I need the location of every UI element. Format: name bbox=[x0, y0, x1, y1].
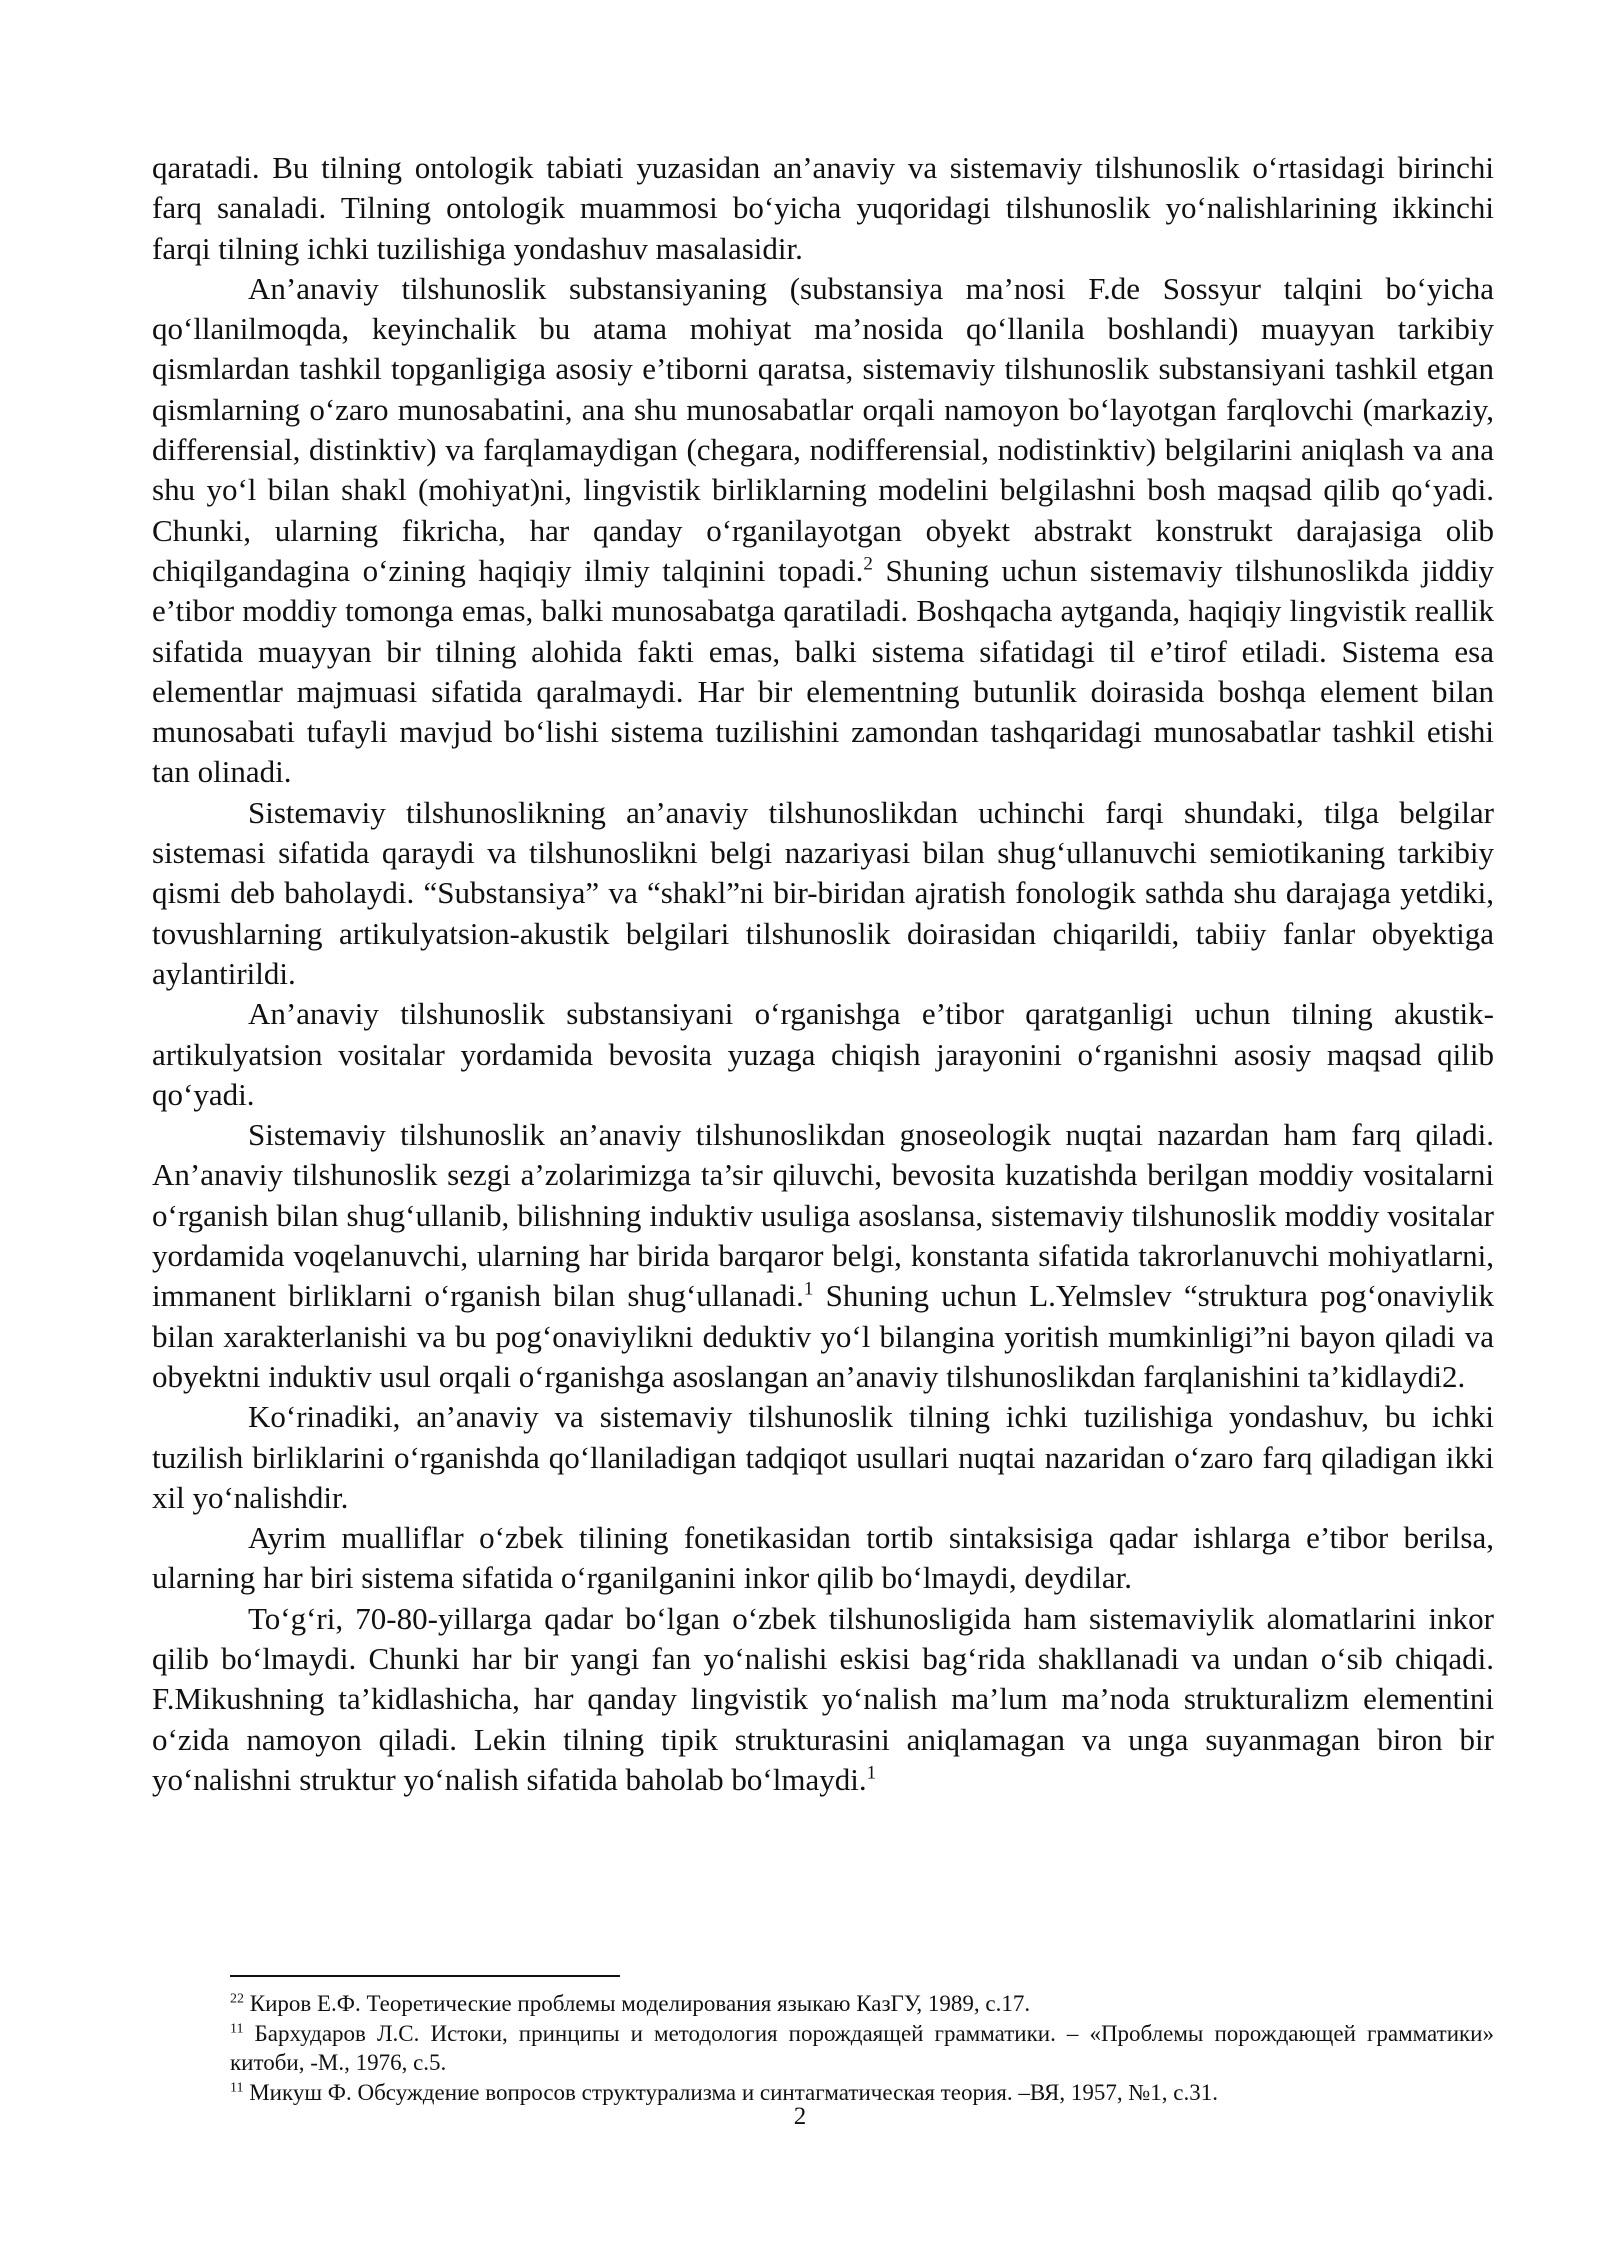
footnotes bbox=[230, 1989, 1494, 2107]
footnote-reference: 1 bbox=[866, 1762, 877, 1784]
footnote-mark: 11 bbox=[230, 2020, 244, 2036]
paragraph bbox=[152, 269, 1494, 793]
footnote-mark: 11 bbox=[230, 2079, 244, 2095]
paragraph-text: Sistemaviy tilshunoslikning an’anaviy tilshunoslikdan uchinchi farqi shundaki, tilga belgilar sistemasi sifatida qaraydi va tilshunoslikni belgi nazariyasi bilan shug‘ullanuvchi semiotikaning tarkibiy qismi deb baholaydi. “Substansiya” va “shakl”ni bir-biridan ajratish fonologik sathda shu darajaga yetdiki, tovushlarning artikulyatsion-akustik belgilari tilshunoslik doirasidan chiqarildi, tabiiy fanlar obyektiga aylantirildi. bbox=[152, 794, 1494, 991]
paragraph bbox=[152, 148, 1494, 269]
paragraph-text: Shuning uchun sistemaviy tilshunoslikda jiddiy e’tibor moddiy tomonga emas, balki munosabatga qaratiladi. Boshqacha aytganda, haqiqiy lingvistik reallik sifatida muayyan bir tilning alohida fakti emas, balki sistema sifatidagi til e’tirof etiladi. Sistema esa elementlar majmuasi sifatida qaralmaydi. Har bir elementning butunlik doirasida boshqa element bilan munosabati tufayli mavjud bo‘lishi sistema tuzilishini zamondan tashqaridagi munosabatlar tashkil etishi tan olinadi. bbox=[152, 552, 1495, 790]
footnote bbox=[230, 2019, 1494, 2078]
paragraph-text: An’anaviy tilshunoslik substansiyani o‘rganishga e’tibor qaratganligi uchun tilning akustik-artikulyatsion vositalar yordamida bevosita yuzaga chiqish jarayonini o‘rganishni asosiy maqsad qilib qo‘yadi. bbox=[152, 996, 1494, 1112]
paragraph-text: Shuning uchun L.Yelmslev “struktura pog‘onaviylik bilan xarakterlanishi va bu pog‘onaviylikni deduktiv yo‘l bilangina yoritish mumkinligi”ni bayon qiladi va obyektni induktiv usul orqali o‘rganishga asoslangan an’anaviy tilshunoslikdan farqlanishini ta’kidlaydi2. bbox=[152, 1278, 1494, 1394]
paragraph bbox=[152, 1397, 1494, 1518]
paragraph bbox=[152, 1518, 1494, 1599]
paragraph-text: Ko‘rinadiki, an’anaviy va sistemaviy tilshunoslik tilning ichki tuzilishiga yondashuv, bu ichki tuzilish birliklarini o‘rganishda qo‘llaniladigan tadqiqot usullari nuqtai nazaridan o‘zaro farq qiladigan ikki xil yo‘nalishdir. bbox=[152, 1399, 1494, 1515]
paragraph bbox=[152, 1599, 1494, 1800]
paragraph bbox=[152, 994, 1494, 1115]
paragraph-text: To‘g‘ri, 70-80-yillarga qadar bo‘lgan o‘zbek tilshunosligida ham sistemaviylik alomatlarini inkor qilib bo‘lmaydi. Chunki har bir yangi fan yo‘nalishi eskisi bag‘rida shakllanadi va undan o‘sib chiqadi. F.Mikushning ta’kidlashicha, har qanday lingvistik yo‘nalish ma’lum ma’noda strukturalizm elementini o‘zida namoyon qiladi. Lekin tilning tipik strukturasini aniqlamagan va unga suyanmagan biron bir yo‘nalishni struktur yo‘nalish sifatida baholab bo‘lmaydi. bbox=[152, 1600, 1494, 1797]
page-body bbox=[152, 148, 1494, 1800]
footnote-separator bbox=[230, 1975, 620, 1977]
footnote-reference: 1 bbox=[803, 1278, 814, 1300]
page-number: 2 bbox=[793, 2103, 807, 2130]
footnote bbox=[230, 1989, 1494, 2019]
footnote-text: Микуш Ф. Обсуждение вопросов структурализма и синтагматическая теория. –ВЯ, 1957, №1, с.31. bbox=[243, 2079, 1219, 2105]
paragraph-text: qaratadi. Bu tilning ontologik tabiati yuzasidan an’anaviy va sistemaviy tilshunoslik o‘rtasidagi birinchi farq sanaladi. Tilning ontologik muammosi bo‘yicha yuqoridagi tilshunoslik yo‘nalishlarining ikkinchi farqi tilning ichki tuzilishiga yondashuv masalasidir. bbox=[152, 150, 1494, 266]
paragraph bbox=[152, 793, 1494, 994]
paragraph-text: Sistemaviy tilshunoslik an’anaviy tilshunoslikdan gnoseologik nuqtai nazardan ham farq qiladi. An’anaviy tilshunoslik sezgi a’zolarimizga ta’sir qiluvchi, bevosita kuzatishda berilgan moddiy vositalarni o‘rganish bilan shug‘ullanib, bilishning induktiv usuliga asoslansa, sistemaviy tilshunoslik moddiy vositalar yordamida voqelanuvchi, ularning har birida barqaror belgi, konstanta sifatida takrorlanuvchi mohiyatlarni, immanent birliklarni o‘rganish bilan shug‘ullanadi. bbox=[152, 1117, 1494, 1314]
footnote-mark: 22 bbox=[230, 1991, 244, 2007]
footnote-text: Бархударов Л.С. Истоки, принципы и методология порождаящей грамматики. – «Проблемы порождающей грамматики» китоби, -М., 1976, с.5. bbox=[230, 2020, 1494, 2075]
paragraph-text: An’anaviy tilshunoslik substansiyaning (substansiya ma’nosi F.de Sossyur talqini bo‘yicha qo‘llanilmoqda, keyinchalik bu atama mohiyat ma’nosida qo‘llanila boshlandi) muayyan tarkibiy qismlardan tashkil topganligiga asosiy e’tiborni qaratsa, sistemaviy tilshunoslik substansiyani tashkil etgan qismlarning o‘zaro munosabatini, ana shu munosabatlar orqali namoyon bo‘layotgan farqlovchi (markaziy, differensial, distinktiv) va farqlamaydigan (chegara, nodifferensial, nodistinktiv) belgilarini aniqlash va ana shu yo‘l bilan shakl (mohiyat)ni, lingvistik birliklarning modelini belgilashni bosh maqsad qilib qo‘yadi. Chunki, ularning fikricha, har qanday o‘rganilayotgan obyekt abstrakt konstrukt darajasiga olib chiqilgandagina o‘zining haqiqiy ilmiy talqinini topadi. bbox=[152, 270, 1494, 588]
paragraph bbox=[152, 1115, 1494, 1397]
body-text bbox=[152, 148, 1494, 1800]
paragraph-text: Ayrim mualliflar o‘zbek tilining fonetikasidan tortib sintaksisiga qadar ishlarga e’tibor berilsa, ularning har biri sistema sifatida o‘rganilganini inkor qilib bo‘lmaydi, deydilar. bbox=[152, 1520, 1494, 1596]
footnote-text: Киров Е.Ф. Теоретические проблемы моделирования языкаю КазГУ, 1989, с.17. bbox=[244, 1991, 1031, 2016]
footnote-reference: 2 bbox=[863, 553, 873, 575]
